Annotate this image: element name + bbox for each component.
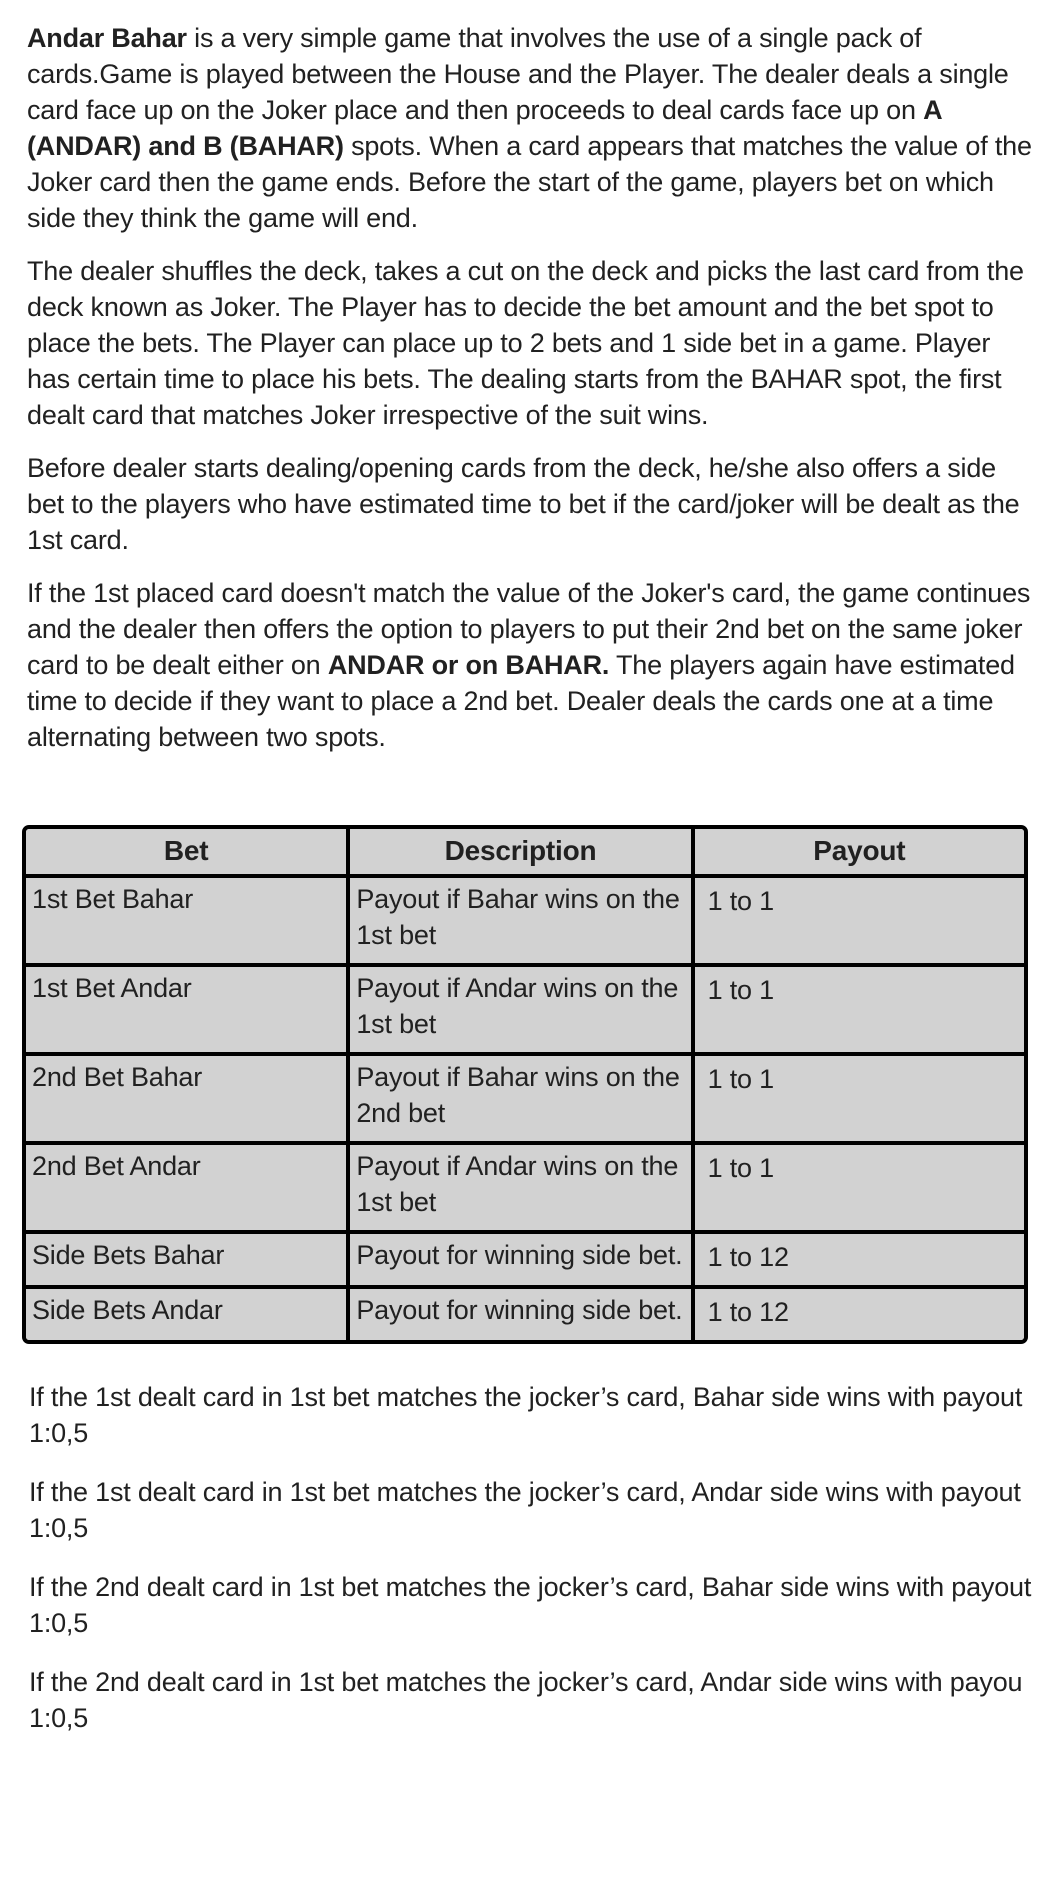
table-row	[26, 965, 1024, 1054]
paragraph-side-bet: Before dealer starts dealing/opening cards from the deck, he/she also offers a side bet to the players who have estimated time to bet if the card/joker will be dealt as the 1st card.	[27, 453, 1020, 555]
payout-cell: 1 to 1	[693, 1143, 1024, 1232]
bet-cell: 1st Bet Andar	[26, 965, 348, 1054]
table-header-row	[26, 829, 1024, 876]
payout-cell: 1 to 1	[693, 876, 1024, 965]
table-row	[26, 1143, 1024, 1232]
note-1st-card-andar: If the 1st dealt card in 1st bet matches the jocker’s card, Andar side wins with payout 1:0,5	[29, 1477, 1021, 1543]
second-bet-text-run: The players again have estimated time to decide if they want to place a 2nd bet. Dealer deals the cards one at a time alternating between two spots.	[27, 650, 1015, 752]
column-header-payout: Payout	[693, 829, 1024, 876]
description-cell: Payout if Bahar wins on the 1st bet	[348, 876, 692, 965]
payout-cell: 1 to 12	[693, 1287, 1024, 1340]
description-cell: Payout if Andar wins on the 1st bet	[348, 965, 692, 1054]
column-header-description: Description	[348, 829, 692, 876]
table-row	[26, 1232, 1024, 1287]
description-cell: Payout for winning side bet.	[348, 1232, 692, 1287]
intro-text-run: spots. When a card appears that matches the value of the Joker card then the game ends. Before the start of the game, players bet on which side they think the game will end.	[27, 131, 1032, 233]
note-1st-card-bahar: If the 1st dealt card in 1st bet matches the jocker’s card, Bahar side wins with payout 1:0,5	[29, 1382, 1023, 1448]
paragraph-second-bet	[27, 575, 1035, 755]
bet-cell: 2nd Bet Andar	[26, 1143, 348, 1232]
note-2nd-card-andar: If the 2nd dealt card in 1st bet matches the jocker’s card, Andar side wins with payou 1:0,5	[29, 1667, 1023, 1733]
payout-cell: 1 to 1	[693, 965, 1024, 1054]
description-cell: Payout if Andar wins on the 1st bet	[348, 1143, 692, 1232]
bold-andar-or-bahar: ANDAR or on BAHAR.	[327, 650, 610, 680]
table-row	[26, 1287, 1024, 1340]
payout-table	[26, 829, 1024, 1340]
payout-cell: 1 to 12	[693, 1232, 1024, 1287]
bold-andar-bahar-spots: A (ANDAR) and B (BAHAR)	[27, 95, 942, 161]
description-cell: Payout if Bahar wins on the 2nd bet	[348, 1054, 692, 1143]
bet-cell: 2nd Bet Bahar	[26, 1054, 348, 1143]
paragraph-intro	[27, 20, 1035, 236]
payout-table-wrapper	[22, 825, 1028, 1344]
note-2nd-card-bahar: If the 2nd dealt card in 1st bet matches the jocker’s card, Bahar side wins with payout 1:0,5	[29, 1572, 1032, 1638]
description-cell: Payout for winning side bet.	[348, 1287, 692, 1340]
bet-cell: Side Bets Bahar	[26, 1232, 348, 1287]
second-bet-text-run: If the 1st placed card doesn't match the value of the Joker's card, the game continues and the dealer then offers the option to players to put their 2nd bet on the same joker card to be dealt either on	[27, 578, 1031, 680]
table-row	[26, 1054, 1024, 1143]
payout-cell: 1 to 1	[693, 1054, 1024, 1143]
bold-game-name: Andar Bahar	[27, 23, 187, 53]
paragraph-dealing: The dealer shuffles the deck, takes a cut on the deck and picks the last card from the deck known as Joker. The Player has to decide the bet amount and the bet spot to place the bets. The Player can place up to 2 bets and 1 side bet in a game. Player has certain time to place his bets. The dealing starts from the BAHAR spot, the first dealt card that matches Joker irrespective of the suit wins.	[27, 256, 1024, 430]
bet-cell: Side Bets Andar	[26, 1287, 348, 1340]
bet-cell: 1st Bet Bahar	[26, 876, 348, 965]
column-header-bet: Bet	[26, 829, 348, 876]
table-row	[26, 876, 1024, 965]
intro-text-run: is a very simple game that involves the use of a single pack of cards.Game is played between the House and the Player. The dealer deals a single card face up on the Joker place and then proceeds to deal cards face up on	[27, 23, 1009, 125]
